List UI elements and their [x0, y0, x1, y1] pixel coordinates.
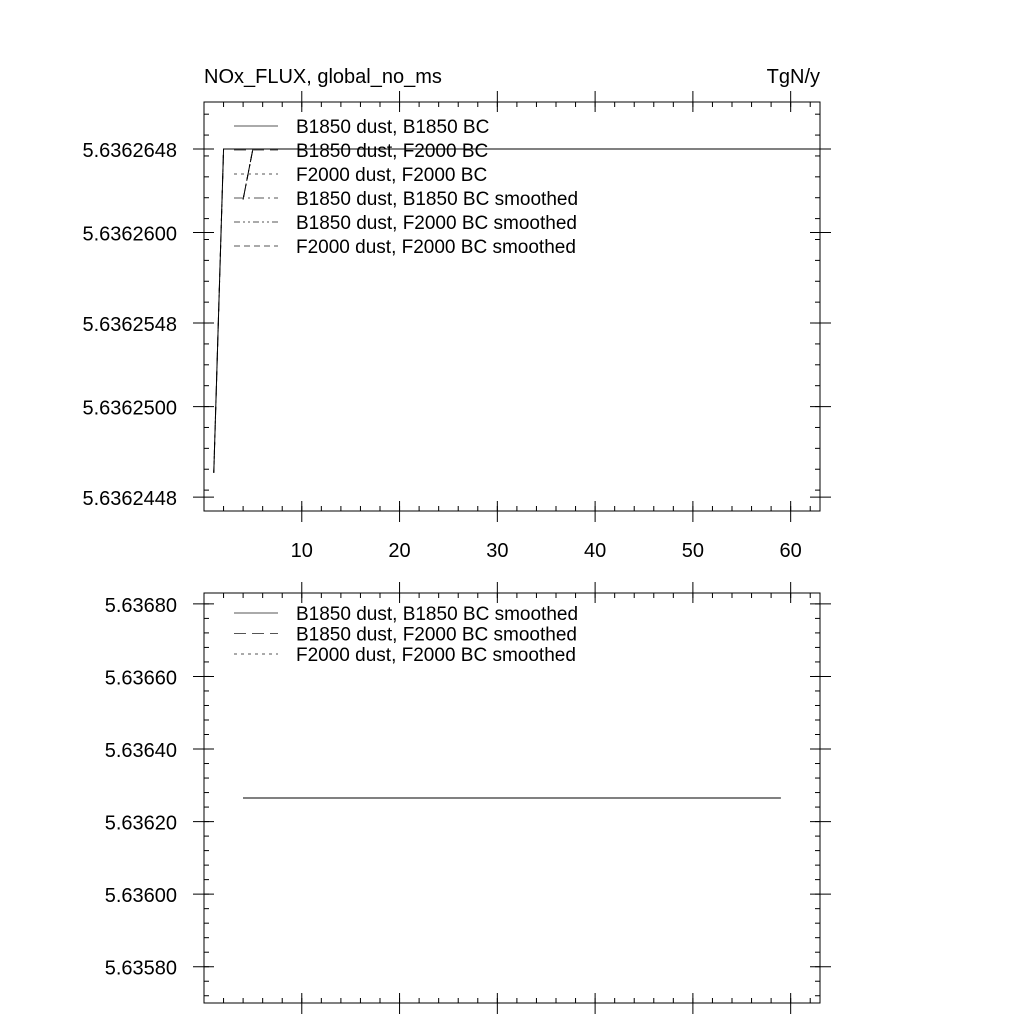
y-tick-label: 5.63660 [104, 667, 177, 690]
legend-entry-label: B1850 dust, B1850 BC smoothed [296, 604, 579, 625]
y-tick-label: 5.63680 [104, 594, 177, 617]
legend-entry-label: B1850 dust, B1850 BC [296, 117, 490, 138]
legend-entry-label: B1850 dust, F2000 BC [296, 141, 489, 162]
chart-title-left: NOx_FLUX, global_no_ms [204, 66, 442, 88]
legend-entry-label: B1850 dust, B1850 BC smoothed [296, 189, 579, 210]
x-tick-label: 30 [486, 540, 509, 562]
legend-entry-label: B1850 dust, F2000 BC smoothed [296, 624, 577, 646]
y-tick-label: 5.6362548 [82, 314, 177, 337]
x-tick-label: 10 [290, 540, 313, 562]
legend-entry-label: B1850 dust, F2000 BC smoothed [296, 213, 577, 234]
y-tick-label: 5.63580 [104, 957, 177, 980]
legend-entry-label: F2000 dust, F2000 BC smoothed [296, 237, 576, 258]
y-tick-label: 5.63640 [104, 740, 177, 763]
y-tick-label: 5.63600 [104, 885, 177, 908]
chart-title-right-units: TgN/y [766, 66, 820, 88]
x-tick-label: 50 [681, 540, 705, 562]
y-tick-label: 5.6362648 [82, 139, 177, 162]
y-tick-label: 5.6362600 [82, 223, 177, 246]
legend-entry-label: F2000 dust, F2000 BC [296, 165, 488, 186]
x-tick-label: 60 [779, 540, 802, 562]
y-tick-label: 5.6362500 [82, 397, 177, 420]
y-tick-label: 5.6362448 [82, 488, 177, 511]
x-tick-label: 40 [583, 540, 607, 562]
x-tick-label: 20 [388, 540, 411, 562]
legend-entry-label: F2000 dust, F2000 BC smoothed [296, 645, 576, 666]
y-tick-label: 5.63620 [104, 812, 177, 835]
